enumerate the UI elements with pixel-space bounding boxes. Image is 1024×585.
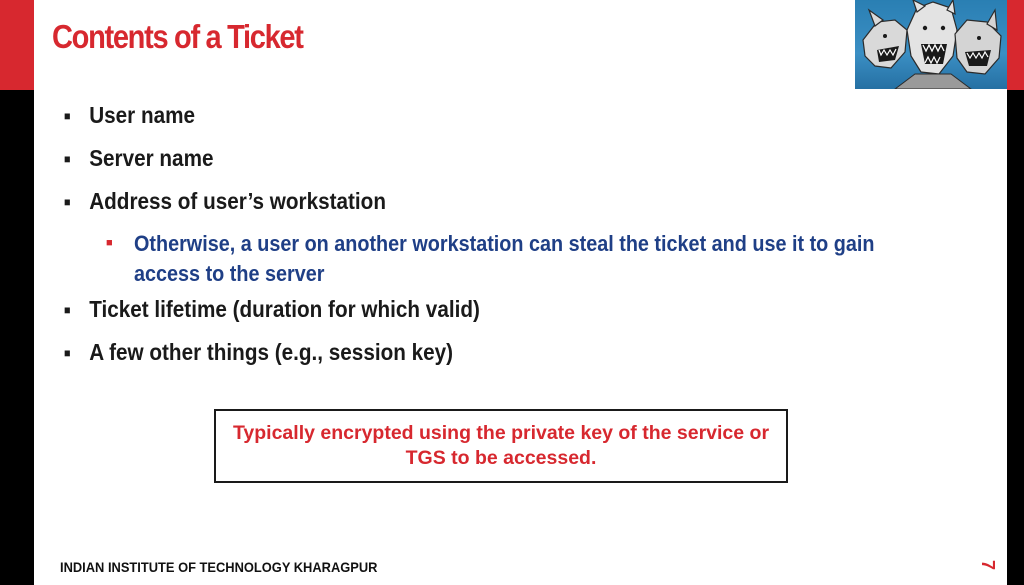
- list-item: [64, 296, 480, 324]
- left-sidebar: [0, 90, 34, 585]
- page-number: 7: [978, 559, 998, 570]
- list-item: [64, 339, 453, 367]
- square-bullet-icon: ■: [64, 303, 71, 317]
- bullet-text: Server name: [89, 145, 214, 171]
- square-bullet-icon: ■: [64, 152, 71, 166]
- square-bullet-icon: ■: [64, 109, 71, 123]
- sub-bullet: [106, 229, 966, 289]
- square-bullet-icon: ■: [64, 346, 71, 360]
- bullet-text: Ticket lifetime (duration for which valid): [89, 296, 480, 322]
- cerberus-logo: [855, 0, 1007, 89]
- list-item: [64, 188, 386, 216]
- right-accent-bar: [1007, 0, 1024, 90]
- callout-text: Typically encrypted using the private key of the service or TGS to be accessed.: [232, 422, 770, 469]
- left-accent-bar: [0, 0, 34, 90]
- bullet-text: Address of user’s workstation: [89, 188, 386, 214]
- institution-footer: INDIAN INSTITUTE OF TECHNOLOGY KHARAGPUR: [60, 559, 378, 575]
- page-title: Contents of a Ticket: [52, 18, 303, 55]
- callout-box: [214, 409, 788, 483]
- sub-bullet-text: Otherwise, a user on another workstation can steal the ticket and use it to gain access to the server: [134, 231, 875, 286]
- list-item: [64, 145, 213, 173]
- bullet-text: User name: [89, 102, 196, 128]
- list-item: [64, 102, 195, 130]
- right-sidebar: [1007, 90, 1024, 585]
- bullet-text: A few other things (e.g., session key): [89, 339, 454, 365]
- square-bullet-icon: ■: [106, 237, 113, 249]
- square-bullet-icon: ■: [64, 195, 71, 209]
- three-headed-dog-icon: [855, 0, 1007, 89]
